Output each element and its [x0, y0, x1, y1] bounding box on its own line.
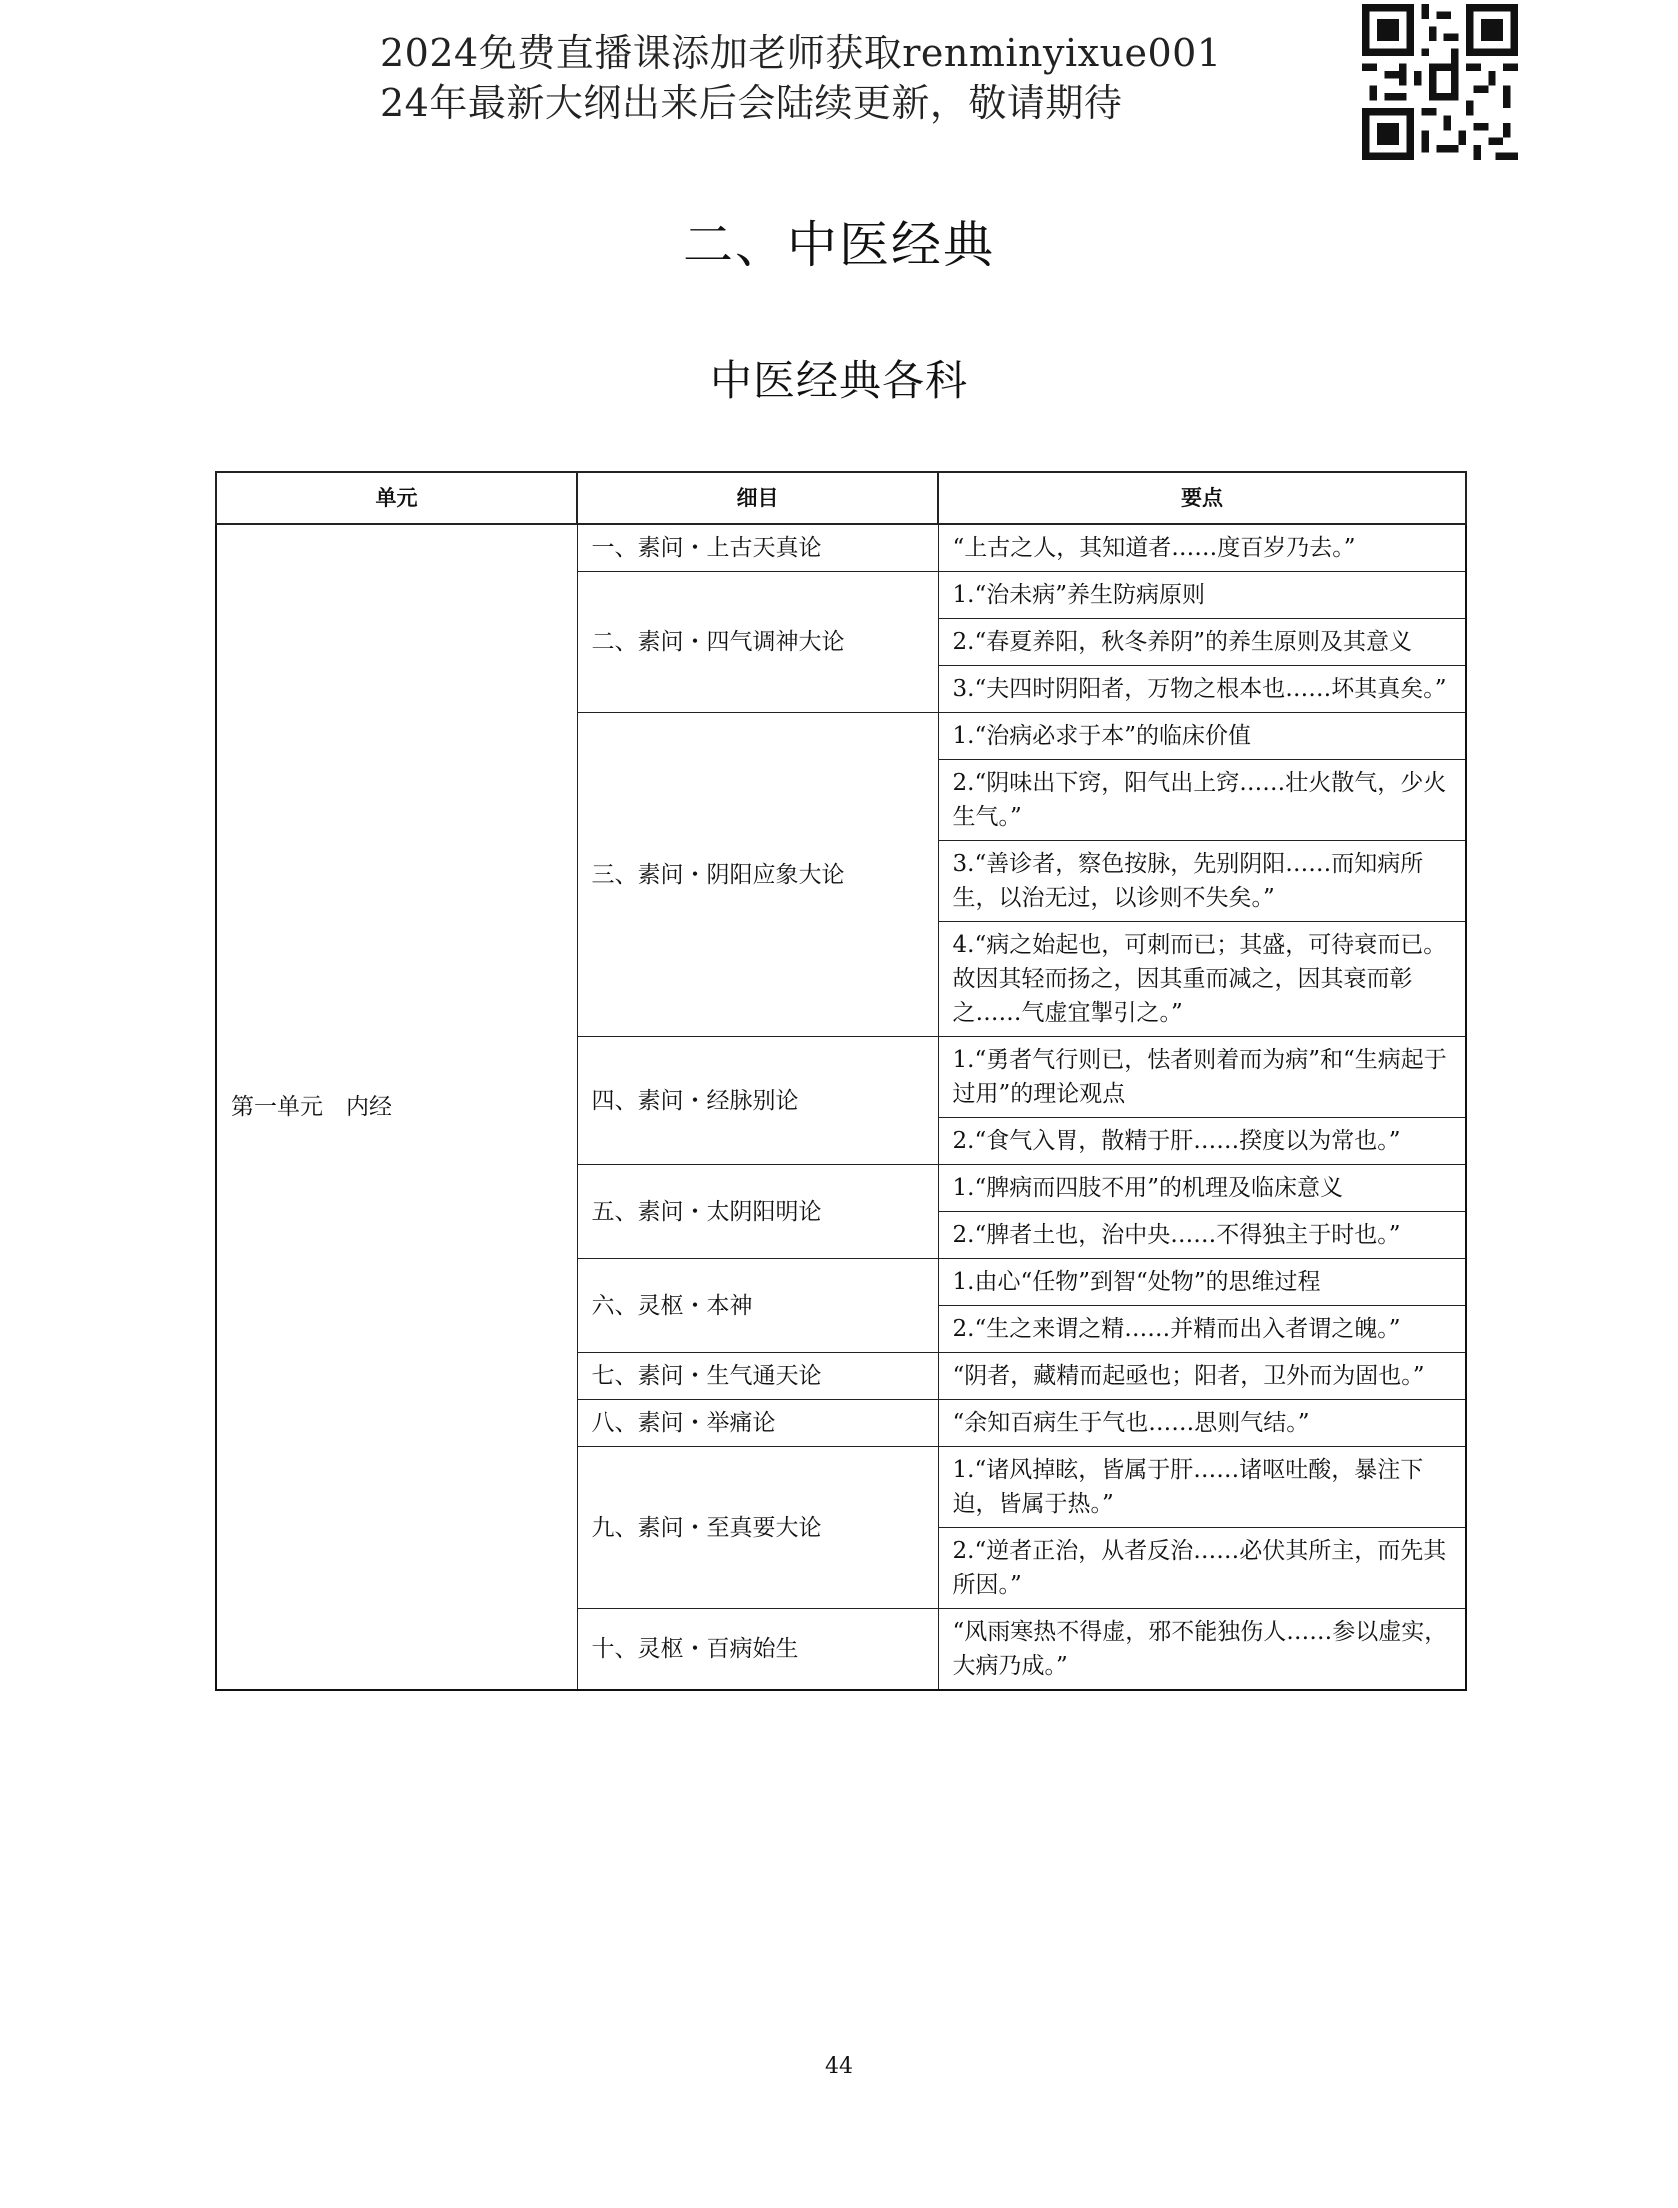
item-cell: 四、素问・经脉别论 [577, 1037, 938, 1165]
point-cell: “上古之人，其知道者……度百岁乃去。” [938, 524, 1466, 572]
page-number: 44 [825, 2054, 853, 2079]
item-cell: 二、素问・四气调神大论 [577, 572, 938, 713]
item-cell: 六、灵枢・本神 [577, 1259, 938, 1353]
point-cell: 2.“阴味出下窍，阳气出上窍……壮火散气，少火生气。” [938, 760, 1466, 841]
qr-code-icon [1362, 4, 1518, 160]
point-cell: 2.“逆者正治，从者反治……必伏其所主，而先其所因。” [938, 1528, 1466, 1609]
point-cell: “阴者，藏精而起亟也；阳者，卫外而为固也。” [938, 1353, 1466, 1400]
point-cell: 3.“善诊者，察色按脉，先别阴阳……而知病所生，以治无过，以诊则不失矣。” [938, 841, 1466, 922]
syllabus-table [215, 471, 1467, 1691]
point-cell: 1.“治未病”养生防病原则 [938, 572, 1466, 619]
item-cell: 八、素问・举痛论 [577, 1400, 938, 1447]
item-cell: 七、素问・生气通天论 [577, 1353, 938, 1400]
promo-line-1: 2024免费直播课添加老师获取renminyixue001 [380, 31, 1222, 75]
point-cell: 3.“夫四时阴阳者，万物之根本也……坏其真矣。” [938, 666, 1466, 713]
item-cell: 三、素问・阴阳应象大论 [577, 713, 938, 1037]
promo-line-2: 24年最新大纲出来后会陆续更新，敬请期待 [380, 81, 1123, 125]
table-row [216, 524, 1466, 572]
promo-banner [380, 28, 1222, 128]
item-cell: 十、灵枢・百病始生 [577, 1609, 938, 1691]
item-cell: 一、素问・上古天真论 [577, 524, 938, 572]
point-cell: 4.“病之始起也，可刺而已；其盛，可待衰而已。故因其轻而扬之，因其重而减之，因其衰而彰之……气虚宜掣引之。” [938, 922, 1466, 1037]
header-points: 要点 [938, 472, 1466, 524]
point-cell: 1.“治病必求于本”的临床价值 [938, 713, 1466, 760]
point-cell: 1.“勇者气行则已，怯者则着而为病”和“生病起于过用”的理论观点 [938, 1037, 1466, 1118]
point-cell: 1.“诸风掉眩，皆属于肝……诸呕吐酸，暴注下迫，皆属于热。” [938, 1447, 1466, 1528]
page-title: 二、中医经典 [683, 216, 995, 274]
point-cell: 2.“春夏养阳，秋冬养阴”的养生原则及其意义 [938, 619, 1466, 666]
table-header-row [216, 472, 1466, 524]
header-unit: 单元 [216, 472, 577, 524]
point-cell: 2.“生之来谓之精……并精而出入者谓之魄。” [938, 1306, 1466, 1353]
point-cell: 1.由心“任物”到智“处物”的思维过程 [938, 1259, 1466, 1306]
point-cell: “风雨寒热不得虚，邪不能独伤人……参以虚实，大病乃成。” [938, 1609, 1466, 1691]
unit-cell: 第一单元 内经 [216, 524, 577, 1690]
point-cell: 2.“脾者土也，治中央……不得独主于时也。” [938, 1212, 1466, 1259]
point-cell: 1.“脾病而四肢不用”的机理及临床意义 [938, 1165, 1466, 1212]
section-title: 中医经典各科 [709, 356, 968, 405]
point-cell: “余知百病生于气也……思则气结。” [938, 1400, 1466, 1447]
header-item: 细目 [577, 472, 938, 524]
item-cell: 五、素问・太阴阳明论 [577, 1165, 938, 1259]
point-cell: 2.“食气入胃，散精于肝……揆度以为常也。” [938, 1118, 1466, 1165]
item-cell: 九、素问・至真要大论 [577, 1447, 938, 1609]
